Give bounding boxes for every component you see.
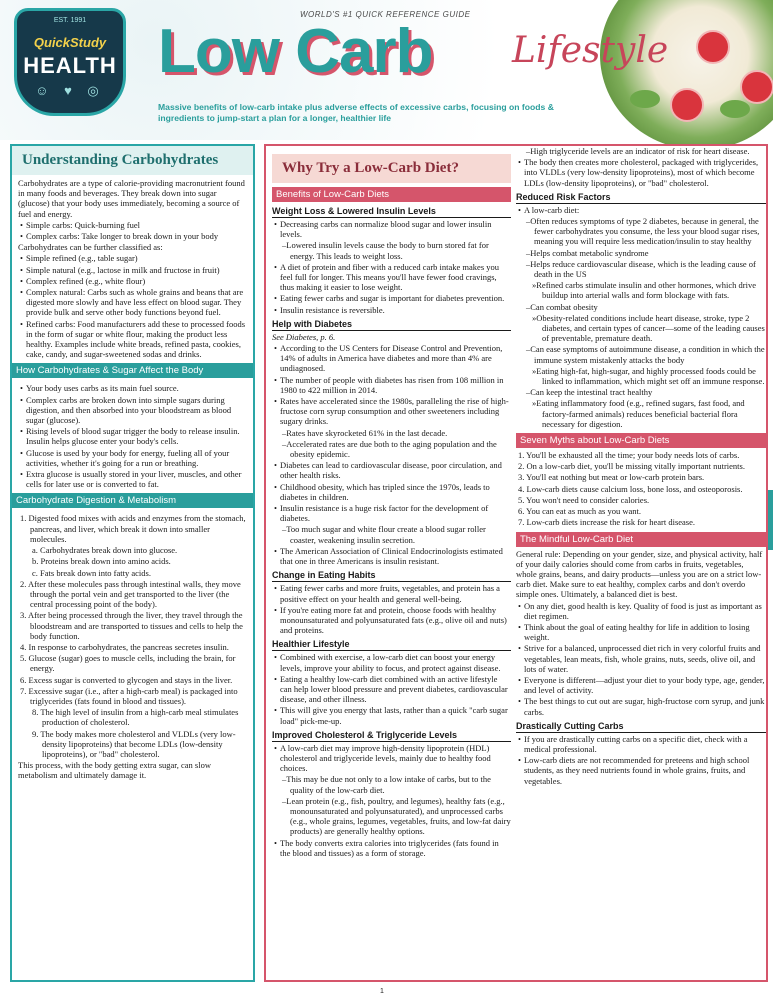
list-item: • Complex carbs are broken down into simple sugars during digestion, and then absorbed into your bloodstream as blood sugar (glucose).: [18, 395, 247, 426]
strawberry-icon: [696, 30, 730, 64]
list-item: • Strive for a balanced, unprocessed diet rich in very colorful fruits and vegetables, lean meats, fish, whole grains, nuts, seeds, olive oil, and lots of water.: [516, 643, 766, 674]
list-item: • A diet of protein and fiber with a reduced carb intake makes you feel full for longer. This means you'll have fewer food cravings, thus making it easier to lose weight.: [272, 262, 511, 293]
list-item: • According to the US Centers for Disease Control and Prevention, 14% of adults in America have diabetes and more than 4% are undiagnosed.: [272, 343, 511, 374]
list-item: • Simple natural (e.g., lactose in milk and fructose in fruit): [18, 265, 247, 275]
list-item: 8. The high level of insulin from a high-carb meal stimulates production of cholesterol.: [32, 707, 239, 728]
column-benefits: [272, 146, 511, 859]
subheading: Help with Diabetes: [272, 319, 511, 331]
page-title: Low Carb: [158, 17, 433, 86]
page-number: 1: [380, 988, 384, 995]
list-item: • The number of people with diabetes has risen from 108 million in 1980 to 422 million in 2014.: [272, 375, 511, 395]
section-heading: Why Try a Low-Carb Diet?: [272, 154, 511, 183]
list-item: • Think about the goal of eating healthy for life in addition to losing weight.: [516, 622, 766, 642]
page-subtitle: Massive benefits of low-carb intake plus adverse effects of excessive carbs, focusing on foods & ingredients to jump-start a plan for a longer, healthier life: [158, 102, 554, 123]
strawberry-icon: [670, 88, 704, 122]
list-item: • Extra glucose is usually stored in your liver, muscles, and other cells for later use or is converted to fat.: [18, 469, 247, 489]
list-item: • Rates have accelerated since the 1980s, paralleling the rise of high-fructose corn syrup consumption and other sweeteners including sugary drinks.: [272, 396, 511, 427]
list-item: • The body then creates more cholesterol, packaged with triglycerides, into VLDLs (very low-density lipoproteins), most of which become LDLs (low-density lipoproteins), or "bad" cholesterol.: [516, 157, 766, 188]
salad-image: [600, 0, 773, 150]
list-item: • Eating a healthy low-carb diet combined with an active lifestyle can help lower blood pressure and prevent diabetes, cardiovascular disease, and other illness.: [272, 674, 511, 705]
list-item: • Complex natural: Carbs such as whole grains and beans that are digested more slowly and have less effect on blood sugar. They provide bulk and serve other body functions beyond fuel.: [18, 287, 247, 318]
page-title-script: Lifestyle: [512, 30, 669, 71]
list-item: – Lean protein (e.g., fish, poultry, and legumes), healthy fats (e.g., monounsaturated and polyunsaturated), and unprocessed carbs (e.g., whole grains, legumes, vegetables, fruits, and low-fat dairy products) are generally healthy options.: [272, 796, 511, 837]
leaf-icon: [720, 100, 750, 118]
subheading: Change in Eating Habits: [272, 570, 511, 582]
list-item: 7. Low-carb diets increase the risk for heart disease.: [518, 517, 696, 528]
list-item: • Low-carb diets are not recommended for preteens and high school students, as they need nutrients found in whole grains, fruits, and vegetables.: [516, 755, 766, 786]
list-item: 2. After these molecules pass through intestinal walls, they move through the portal vein and get transported to the liver (the central processing point of the body).: [20, 578, 241, 610]
brand-badge: [14, 8, 126, 116]
list-item: • Complex refined (e.g., white flour): [18, 276, 247, 286]
list-item: • If you are drastically cutting carbs on a specific diet, check with a medical professional.: [516, 734, 766, 754]
list-item: » Eating inflammatory food (e.g., refined sugars, fast food, and factory-farmed animals) reduces beneficial bacterial flora necessary for digestion.: [516, 398, 766, 429]
list-item: 1. You'll be exhausted all the time; your body needs lots of carbs.: [518, 450, 740, 461]
side-tab: [768, 490, 773, 550]
list-item: 2. On a low-carb diet, you'll be missing vitally important nutrients.: [518, 461, 745, 472]
column-risk: [516, 146, 766, 787]
list-item: • The body converts extra calories into triglycerides (fats found in the blood and tissues) as a form of storage.: [272, 838, 511, 858]
list-item: » Obesity-related conditions include heart disease, stroke, type 2 diabetes, and certain types of cancer—some of the leading causes of preventable, premature death.: [516, 313, 766, 344]
list-item: » Refined carbs stimulate insulin and other hormones, which drive buildup into arterial walls and form blockage with fats.: [516, 280, 766, 300]
column-lowcarb: [264, 144, 768, 982]
strawberry-icon: [740, 70, 773, 104]
list-item: • Decreasing carbs can normalize blood sugar and lower insulin levels.: [272, 219, 511, 239]
list-item: b. Proteins break down into amino acids.: [32, 556, 171, 567]
brand-label: HEALTH: [23, 53, 117, 78]
list-item: 3. After being processed through the liver, they travel through the bloodstream and are transported to tissues and cells to help the body function.: [20, 610, 243, 641]
list-item: • The American Association of Clinical Endocrinologists estimated that one in three Americans is insulin resistant.: [272, 546, 511, 566]
list-item: – Helps reduce cardiovascular disease, which is the leading cause of death in the US: [516, 259, 766, 279]
list-item: • Everyone is different—adjust your diet to your body type, age, gender, and level of activity.: [516, 675, 766, 695]
subheading: Drastically Cutting Carbs: [516, 721, 766, 733]
leaf-icon: [630, 90, 660, 108]
list-item: – Can combat obesity: [516, 302, 766, 312]
paragraph: This process, with the body getting extra sugar, can slow metabolism and ultimately damage it.: [18, 760, 211, 781]
brand-series: QuickStudy: [33, 35, 107, 50]
list-item: • This will give you energy that lasts, rather than a quick "carb sugar load" pick-me-up.: [272, 705, 511, 725]
section-bar: Carbohydrate Digestion & Metabolism: [12, 493, 253, 508]
paragraph: Carbohydrates can be further classified as:: [18, 242, 163, 253]
list-item: • A low-carb diet:: [516, 205, 766, 215]
list-item: – Too much sugar and white flour create a blood sugar roller coaster, weakening insulin secretion.: [272, 524, 511, 544]
list-item: • Your body uses carbs as its main fuel source.: [18, 383, 247, 393]
list-item: – Rates have skyrocketed 61% in the last decade.: [272, 428, 511, 438]
paragraph: See Diabetes, p. 6.: [272, 331, 336, 342]
list-item: • A low-carb diet may improve high-density lipoprotein (HDL) cholesterol and triglyceride levels, mainly due to healthy food choices.: [272, 743, 511, 774]
list-item: • Refined carbs: Food manufacturers add these to processed foods in the form of sugar or white flour, making the product less healthy. Examples include white breads, refined pasta, cookies, cake, candy, and sugar-sweetened sodas and drinks.: [18, 319, 247, 360]
list-item: 4. In response to carbohydrates, the pancreas secretes insulin.: [20, 641, 229, 652]
paragraph: General rule: Depending on your gender, size, and physical activity, half of your daily calories should come from carbs in fruits, vegetables, whole grains, beans, and dairy products—unless you are on a strict low-carb diet. Make sure to eat healthy, complex carbs and don't overdo simple ones. Ultimately, a balanced diet is best.: [516, 548, 763, 600]
list-item: • Insulin resistance is reversible.: [272, 305, 511, 315]
section-bar: Benefits of Low-Carb Diets: [272, 187, 511, 202]
list-item: • Diabetes can lead to cardiovascular disease, poor circulation, and other health risks.: [272, 460, 511, 480]
subheading: Healthier Lifestyle: [272, 639, 511, 651]
list-item: 9. The body makes more cholesterol and VLDLs (very low-density lipoproteins) that become LDLs (low-density lipoproteins), or "bad" cholesterol.: [32, 728, 236, 759]
subheading: Improved Cholesterol & Triglyceride Levels: [272, 730, 511, 742]
list-item: • On any diet, good health is key. Quality of food is just as important as diet regimen.: [516, 601, 766, 621]
paragraph: Carbohydrates are a type of calorie-providing macronutrient found in many foods and beverages. They break down into sugar (glucose) that your body uses immediately, becoming a source of fuel and energy.: [18, 178, 245, 219]
list-item: 5. You won't need to consider calories.: [518, 494, 650, 505]
list-item: • Rising levels of blood sugar trigger the body to release insulin. Insulin helps glucose enter your body's cells.: [18, 426, 247, 446]
section-bar: How Carbohydrates & Sugar Affect the Body: [12, 363, 253, 378]
list-item: 1. Digested food mixes with acids and enzymes from the stomach, pancreas, and liver, which break it down into smaller molecules.: [20, 513, 246, 544]
brand-est: EST. 1991: [53, 17, 87, 24]
list-item: 5. Glucose (sugar) goes to muscle cells, including the brain, for energy.: [20, 653, 236, 674]
list-item: • The best things to cut out are sugar, high-fructose corn syrup, and junk carbs.: [516, 696, 766, 716]
list-item: 3. You'll eat nothing but meat or low-carb protein bars.: [518, 472, 705, 483]
list-item: • Eating fewer carbs and sugar is important for diabetes prevention.: [272, 293, 511, 303]
list-item: – This may be due not only to a low intake of carbs, but to the quality of the low-carb diet.: [272, 774, 511, 794]
list-item: • Glucose is used by your body for energy, fueling all of your activities, whether it's going for a run or breathing.: [18, 448, 247, 468]
list-item: • Eating fewer carbs and more fruits, vegetables, and protein has a positive effect on your health and general well-being.: [272, 583, 511, 603]
brand-icons: ☺ ♥ ◎: [35, 83, 105, 98]
section-bar: Seven Myths about Low-Carb Diets: [516, 433, 766, 448]
list-item: – Often reduces symptoms of type 2 diabetes, because in general, the fewer carbohydrates you consume, the less your blood sugar rises, meaning you will require less medication/insulin to stay healthy: [516, 216, 766, 247]
list-item: 6. Excess sugar is converted to glycogen and stays in the liver.: [20, 674, 233, 685]
subheading: Weight Loss & Lowered Insulin Levels: [272, 206, 511, 218]
section-heading: Understanding Carbohydrates: [12, 146, 253, 175]
list-item: – Helps combat metabolic syndrome: [516, 248, 766, 258]
list-item: – High triglyceride levels are an indicator of risk for heart disease.: [516, 146, 766, 156]
list-item: 6. You can eat as much as you want.: [518, 506, 641, 517]
list-item: • Simple carbs: Quick-burning fuel: [18, 220, 247, 230]
list-item: » Eating high-fat, high-sugar, and highly processed foods could be linked to inflammation, which might set off an immune response.: [516, 366, 766, 386]
list-item: c. Fats break down into fatty acids.: [32, 567, 151, 578]
column-carbohydrates: [10, 144, 255, 982]
header: [0, 0, 773, 140]
list-item: • Combined with exercise, a low-carb diet can boost your energy levels, improve your ability to focus, and protect against disease.: [272, 652, 511, 672]
list-item: • Childhood obesity, which has tripled since the 1970s, leads to diabetes in children.: [272, 482, 511, 502]
list-item: a. Carbohydrates break down into glucose.: [32, 545, 178, 556]
section-bar: The Mindful Low-Carb Diet: [516, 532, 766, 547]
tagline: WORLD'S #1 QUICK REFERENCE GUIDE: [300, 10, 471, 19]
list-item: • Simple refined (e.g., table sugar): [18, 253, 247, 263]
list-item: 7. Excessive sugar (i.e., after a high-carb meal) is packaged into triglycerides (fats found in blood and tissues).: [20, 685, 238, 706]
list-item: • Insulin resistance is a huge risk factor for the development of diabetes.: [272, 503, 511, 523]
list-item: 4. Low-carb diets cause calcium loss, bone loss, and osteoporosis.: [518, 483, 743, 494]
list-item: • Complex carbs: Take longer to break down in your body: [18, 231, 247, 241]
list-item: – Can keep the intestinal tract healthy: [516, 387, 766, 397]
list-item: – Accelerated rates are due both to the aging population and the obesity epidemic.: [272, 439, 511, 459]
list-item: • If you're eating more fat and protein, choose foods with healthy monounsaturated and polyunsaturated fats (e.g., olive oil and nuts) and proteins.: [272, 605, 511, 636]
subheading: Reduced Risk Factors: [516, 192, 766, 204]
list-item: – Can ease symptoms of autoimmune disease, a condition in which the immune system mistakenly attacks the body: [516, 344, 766, 364]
list-item: – Lowered insulin levels cause the body to burn stored fat for energy. This leads to weight loss.: [272, 240, 511, 260]
